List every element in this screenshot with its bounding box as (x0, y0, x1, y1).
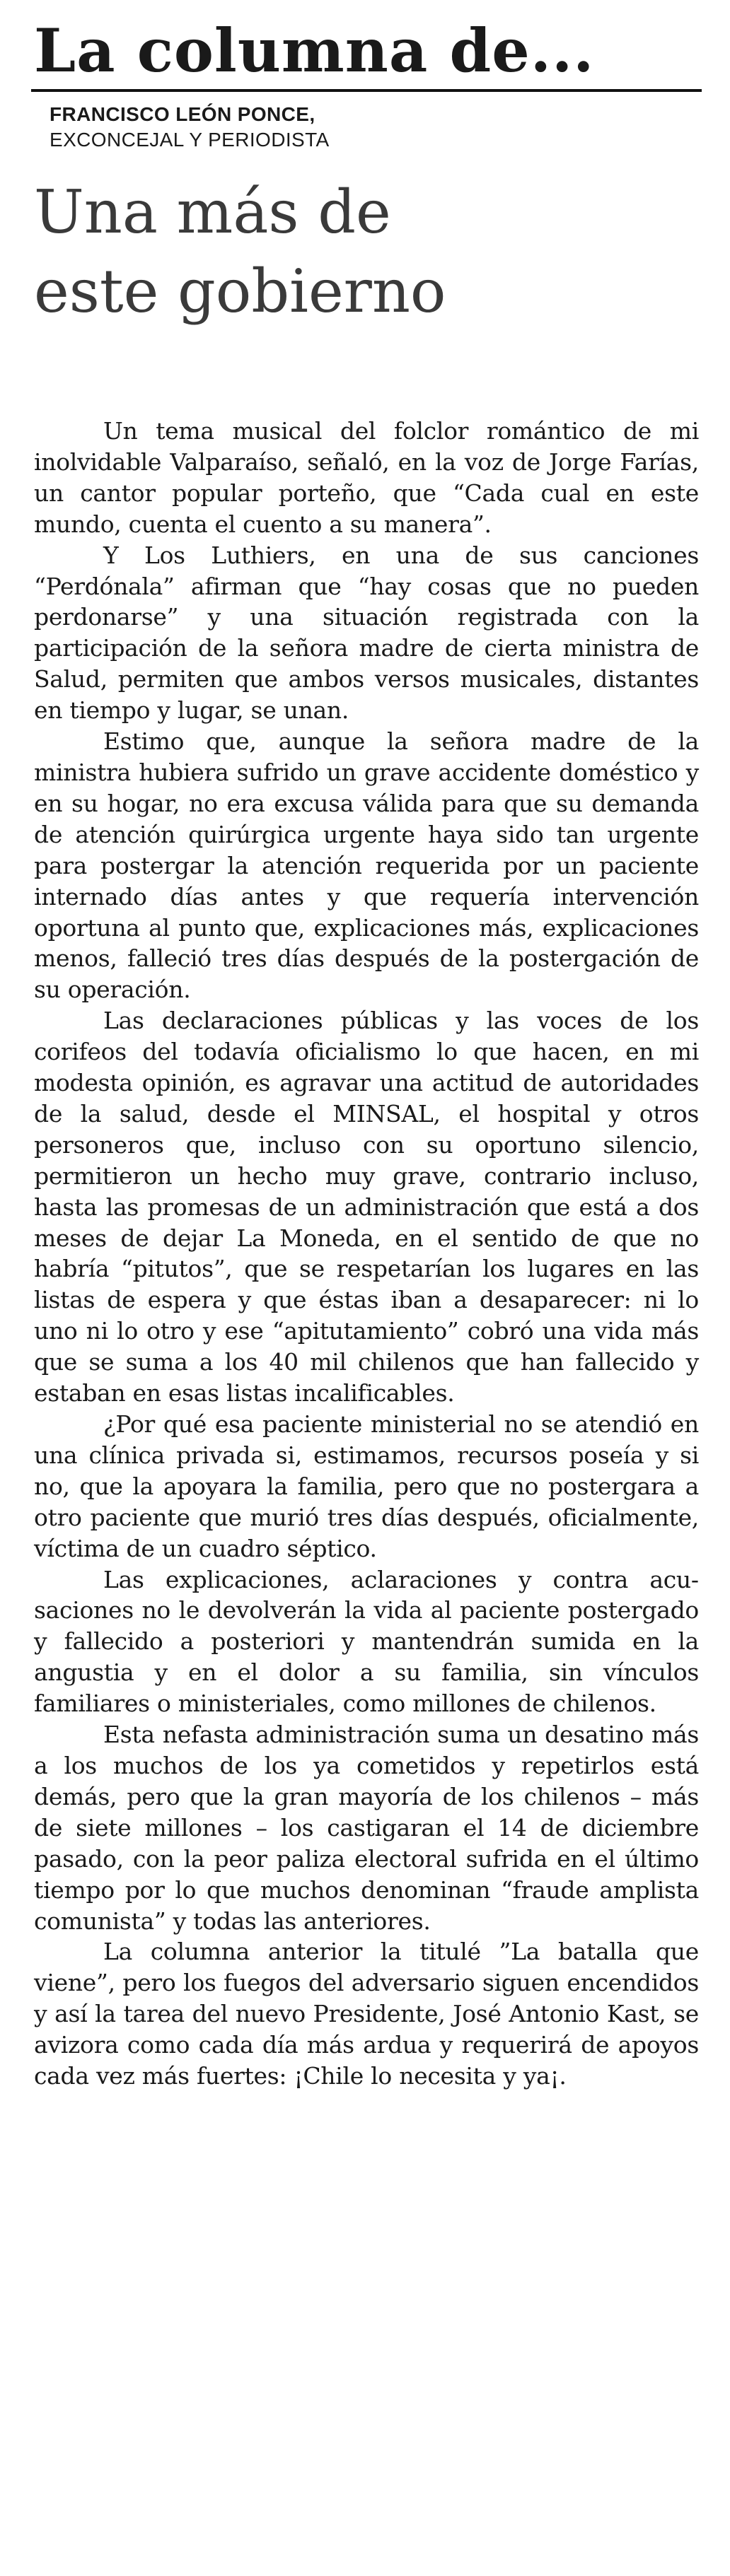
author-role: EXCONCEJAL Y PERIODISTA (50, 129, 330, 151)
author-name: FRANCISCO LEÓN PONCE, (50, 103, 315, 125)
article-paragraph: Estimo que, aunque la señora madre de la ministra hubiera sufrido un grave accidente doméstico y en su hogar, no era excusa válida para que su demanda de atención quirúrgica urgente haya sido tan urgente para postergar la atención requerida por un paciente internado días antes y que requería intervención oportuna al punto que, explicaciones más, explicaciones menos, falleció tres días después de la postergación de su operación. (34, 727, 699, 1004)
article-paragraph: Las declaraciones públicas y las voces de los corifeos del todavía oficialismo lo que hacen, en mi modesta opinión, es agravar una actitud de autoridades de la salud, desde el MINSAL, el hospital y otros personeros que, incluso con su oportuno silencio, permitieron un hecho muy grave, contrario incluso, hasta las promesas de un administración que está a dos meses de dejar La Moneda, en el sentido de que no habría “pitutos”, que se respetarían los lugares en las listas de espera y que éstas iban a desaparecer: ni lo uno ni lo otro y ese “apitutamiento” cobró una vida más que se suma a los 40 mil chilenos que han fallecido y estaban en esas listas incalificables. (34, 1007, 699, 1407)
article-paragraph: La columna anterior la titulé ”La batalla que viene”, pero los fuegos del adversario siguen encendidos y así la tarea del nuevo Presidente, José Antonio Kast, se avizora como cada día más ardua y requerirá de apoyos cada vez más fuertes: ¡Chile lo necesita y ya¡. (34, 1938, 699, 2090)
article-body (34, 416, 702, 2092)
headline (34, 172, 702, 331)
byline (50, 102, 702, 153)
article-paragraph: Y Los Luthiers, en una de sus canciones “Perdónala” afirman que “hay cosas que no pueden perdonarse” y una situación registrada con la participación de la señora madre de cierta ministra de Salud, permiten que ambos versos musicales, distantes en tiempo y lugar, se unan. (34, 541, 699, 725)
article-paragraph: Las explicaciones, aclaraciones y contra acusaciones no le devolverán la vida al paciente postergado y fallecido a posteriori y mantendrán sumida en la angustia y en el dolor a su familia, sin vínculos familiares o ministeriales, como millones de chilenos. (34, 1565, 699, 1718)
headline-line-1: Una más de (34, 177, 391, 247)
section-rule (31, 89, 702, 92)
article-paragraph: Un tema musical del folclor romántico de mi inolvidable Valparaíso, señaló, en la voz de Jorge Farías, un cantor popular porteño, que “Cada cual en este mundo, cuenta el cuento a su manera”. (34, 417, 699, 538)
section-title: La columna de... (34, 16, 595, 86)
article-paragraph: Esta nefasta administración suma un desatino más a los muchos de los ya cometidos y repetirlos está demás, pero que la gran mayoría de los chilenos – más de siete millones – los castigaran el 14 de diciembre pasado, con la peor paliza electoral sufrida en el último tiempo por lo que muchos denominan “fraude amplista comunista” y todas las anteriores. (34, 1721, 699, 1935)
article-paragraph: ¿Por qué esa paciente ministerial no se atendió en una clínica privada si, estimamos, recursos poseía y si no, que la apoyara la familia, pero que no postergara a otro paciente que murió tres días después, oficialmente, víctima de un cuadro séptico. (34, 1410, 699, 1562)
headline-line-2: este gobierno (34, 257, 446, 326)
